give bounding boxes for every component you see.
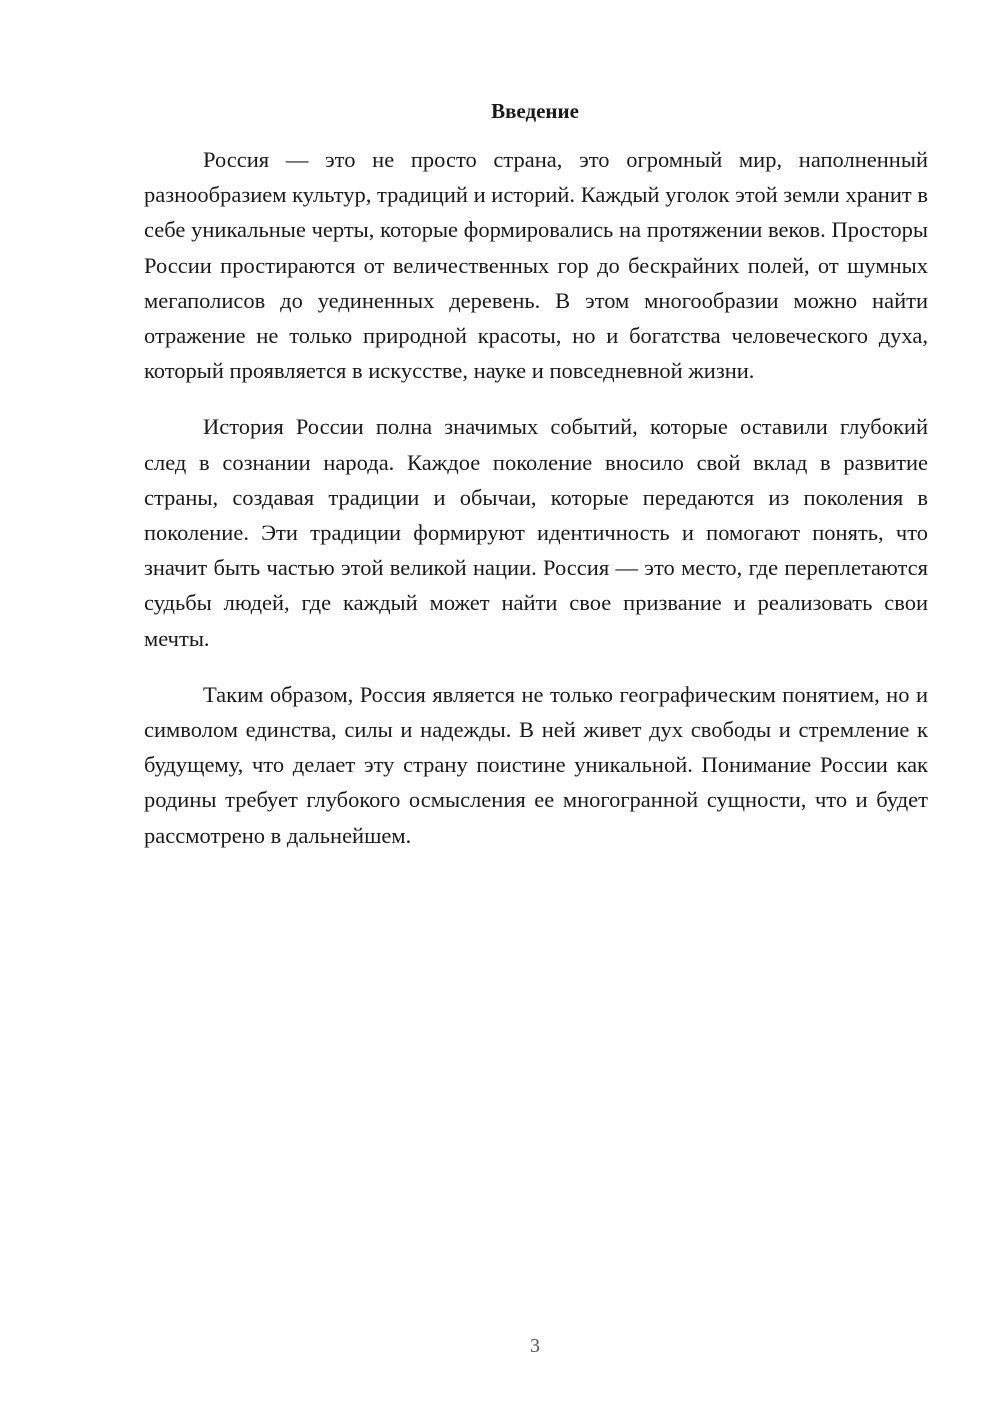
section-heading: Введение xyxy=(491,99,579,123)
body-text xyxy=(144,142,928,874)
paragraph-2: История России полна значимых событий, которые оставили глубокий след в сознании народа. Каждое поколение вносило свой вклад в развитие страны, создавая традиции и обычаи, которые передаются из поколения в поколение. Эти традиции формируют идентичность и помогают понять, что значит быть частью этой великой нации. Россия — это место, где переплетаются судьбы людей, где каждый может найти свое призвание и реализовать свои мечты. xyxy=(144,414,928,651)
page-number: 3 xyxy=(530,1335,540,1357)
paragraph-3: Таким образом, Россия является не только географическим понятием, но и символом единства, силы и надежды. В ней живет дух свободы и стремление к будущему, что делает эту страну поистине уникальной. Понимание России как родины требует глубокого осмысления ее многогранной сущности, что и будет рассмотрено в дальнейшем. xyxy=(144,681,928,848)
paragraph-1: Россия — это не просто страна, это огромный мир, наполненный разнообразием культур, традиций и историй. Каждый уголок этой земли хранит в себе уникальные черты, которые формировались на протяжении веков. Просторы России простираются от величественных гор до бескрайних полей, от шумных мегаполисов до уединенных деревень. В этом многообразии можно найти отражение не только природной красоты, но и богатства человеческого духа, который проявляется в искусстве, науке и повседневной жизни. xyxy=(144,147,928,384)
